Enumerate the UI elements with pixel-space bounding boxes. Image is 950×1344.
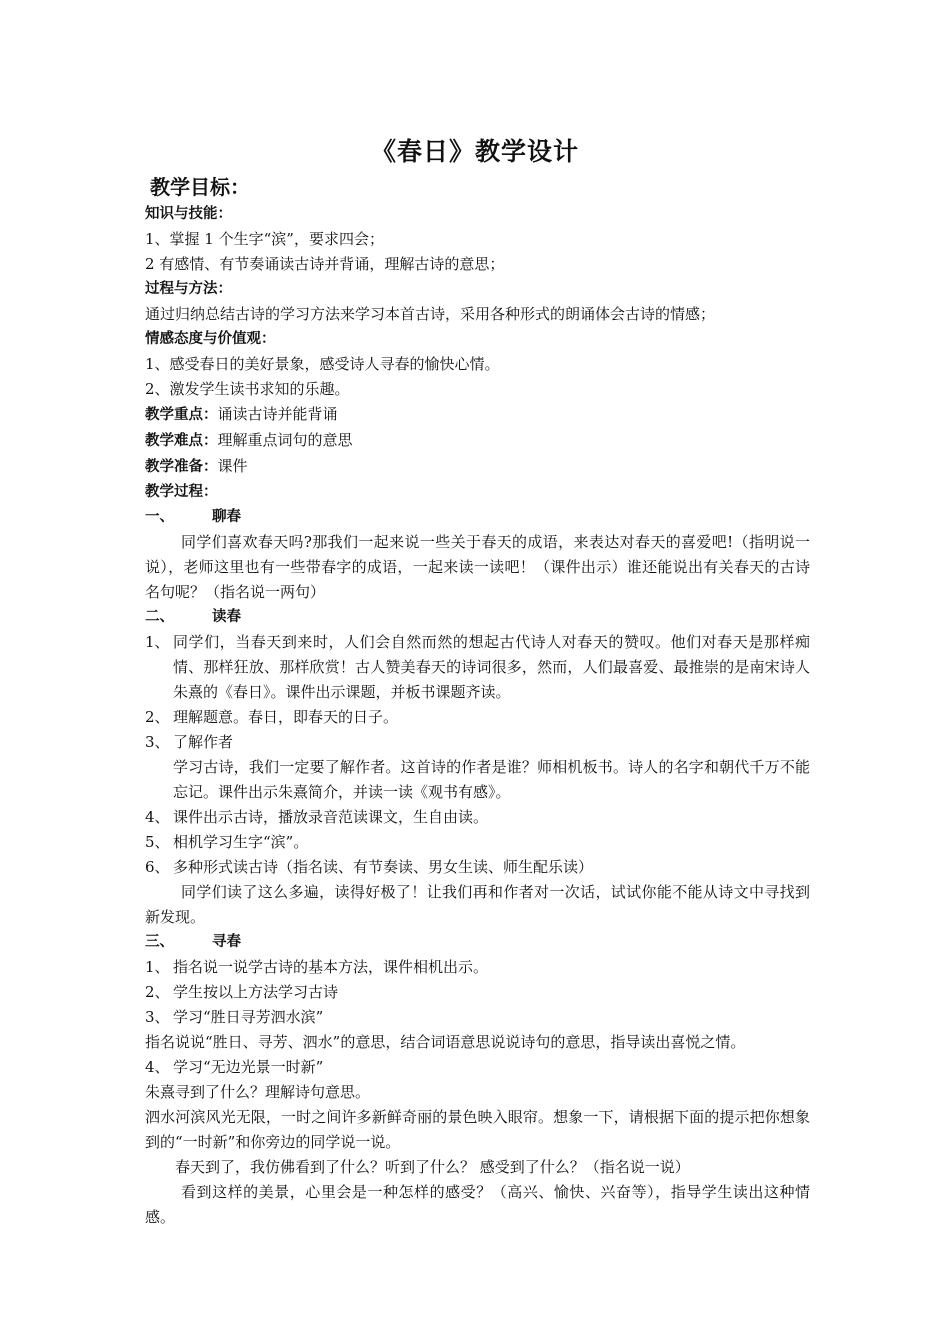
list-item-detail: 朱熹寻到了什么？理解诗句意思。 <box>145 1083 371 1101</box>
list-item-detail: 学习古诗，我们一定要了解作者。这首诗的作者是谁？师相机板书。诗人的名字和朝代千万不能忘记。课件出示朱熹简介，并读一读《观书有感》。 <box>173 758 810 801</box>
list-item-number: 6、 <box>145 858 170 876</box>
list-item-text: 课件出示古诗，播放录音范读课文，生自由读。 <box>173 808 489 826</box>
section-number: 一、 <box>145 509 174 525</box>
emotion-line: 2、激发学生读书求知的乐趣。 <box>145 380 350 398</box>
key-point <box>145 402 810 428</box>
section-heading <box>145 605 810 630</box>
list-item-detail: 指名说说“胜日、寻芳、泗水”的意思，结合词语意思说说诗句的意思，指导读出喜悦之情。 <box>145 1033 746 1051</box>
key-point-label: 教学重点： <box>145 407 218 423</box>
list-item-number: 2、 <box>145 708 170 726</box>
knowledge-line: 2 有感情、有节奏诵读古诗并背诵，理解古诗的意思； <box>145 255 505 273</box>
preparation <box>145 454 810 480</box>
objectives-heading: 教学目标： <box>150 175 250 199</box>
process-heading: 教学过程： <box>145 484 218 500</box>
difficulty-value: 理解重点词句的意思 <box>217 431 353 449</box>
knowledge-heading: 知识与技能： <box>145 206 232 222</box>
list-item <box>145 705 810 730</box>
process-method-heading: 过程与方法： <box>145 281 232 297</box>
list-item-number: 1、 <box>145 958 170 976</box>
knowledge-line: 1、掌握 1 个生字“滨”，要求四会； <box>145 230 384 248</box>
section-paragraph: 同学们读了这么多遍，读得好极了！让我们再和作者对一次话，试试你能不能从诗文中寻找到新发现。 <box>145 883 810 926</box>
emotion-heading: 情感态度与价值观： <box>145 331 276 347</box>
list-item <box>145 1055 810 1080</box>
process-method-text: 通过归纳总结古诗的学习方法来学习本首古诗，采用各种形式的朗诵体会古诗的情感； <box>145 305 716 323</box>
preparation-value: 课件 <box>217 457 248 475</box>
section-paragraph: 泗水河滨风光无限，一时之间许多新鲜奇丽的景色映入眼帘。想象一下，请根据下面的提示把你想象到的“一时新”和你旁边的同学说一说。 <box>145 1108 810 1151</box>
section-paragraph: 春天到了，我仿佛看到了什么？听到了什么？ 感受到了什么？（指名说一说） <box>175 1158 690 1176</box>
list-item <box>145 955 810 980</box>
list-item-text: 学习“无边光景一时新” <box>173 1058 324 1076</box>
list-item-number: 2、 <box>145 983 170 1001</box>
difficulty <box>145 428 810 454</box>
difficulty-label: 教学难点： <box>145 433 218 449</box>
key-point-value: 诵读古诗并能背诵 <box>217 405 338 423</box>
list-item <box>145 805 810 830</box>
section-name: 寻春 <box>212 934 241 950</box>
list-item-number: 1、 <box>145 633 170 651</box>
list-item <box>145 830 810 855</box>
document-body <box>145 172 810 1230</box>
emotion-line: 1、感受春日的美好景象，感受诗人寻春的愉快心情。 <box>145 355 500 373</box>
document-title: 《春日》教学设计 <box>370 137 579 166</box>
list-item-text: 指名说一说学古诗的基本方法，课件相机出示。 <box>173 958 489 976</box>
list-item-text: 多种形式读古诗（指名读、有节奏读、男女生读、师生配乐读） <box>173 858 594 876</box>
list-item <box>145 1005 810 1030</box>
section-heading <box>145 930 810 955</box>
section-paragraph: 看到这样的美景，心里会是一种怎样的感受？（高兴、愉快、兴奋等），指导学生读出这种情感。 <box>145 1183 810 1226</box>
list-item-number: 4、 <box>145 1058 170 1076</box>
list-item-number: 5、 <box>145 833 170 851</box>
list-item-text: 学生按以上方法学习古诗 <box>173 983 339 1001</box>
list-item-text: 同学们，当春天到来时，人们会自然而然的想起古代诗人对春天的赞叹。他们对春天是那样痴情、那样狂放、那样欣赏！古人赞美春天的诗词很多，然而，人们最喜爱、最推崇的是南宋诗人朱熹的《春日》。课件出示课题，并板书课题齐读。 <box>173 633 810 701</box>
list-item-text: 理解题意。春日，即春天的日子。 <box>173 708 399 726</box>
section-paragraph: 同学们喜欢春天吗?那我们一起来说一些关于春天的成语，来表达对春天的喜爱吧!（指明说一说），老师这里也有一些带春字的成语，一起来读一读吧！（课件出示）谁还能说出有关春天的古诗名句呢？（指名说一两句） <box>145 533 810 601</box>
section-name: 聊春 <box>212 509 241 525</box>
list-item-text: 了解作者 <box>173 733 234 751</box>
list-item-number: 4、 <box>145 808 170 826</box>
section-name: 读春 <box>212 609 241 625</box>
list-item-text: 相机学习生字“滨”。 <box>173 833 309 851</box>
list-item <box>145 980 810 1005</box>
list-item-text: 学习“胜日寻芳泗水滨” <box>173 1008 324 1026</box>
list-item-number: 3、 <box>145 1008 170 1026</box>
preparation-label: 教学准备： <box>145 459 218 475</box>
section-number: 三、 <box>145 934 174 950</box>
section-heading <box>145 505 810 530</box>
list-item <box>145 630 810 705</box>
list-item <box>145 730 810 755</box>
section-number: 二、 <box>145 609 174 625</box>
list-item-number: 3、 <box>145 733 170 751</box>
list-item <box>145 855 810 880</box>
